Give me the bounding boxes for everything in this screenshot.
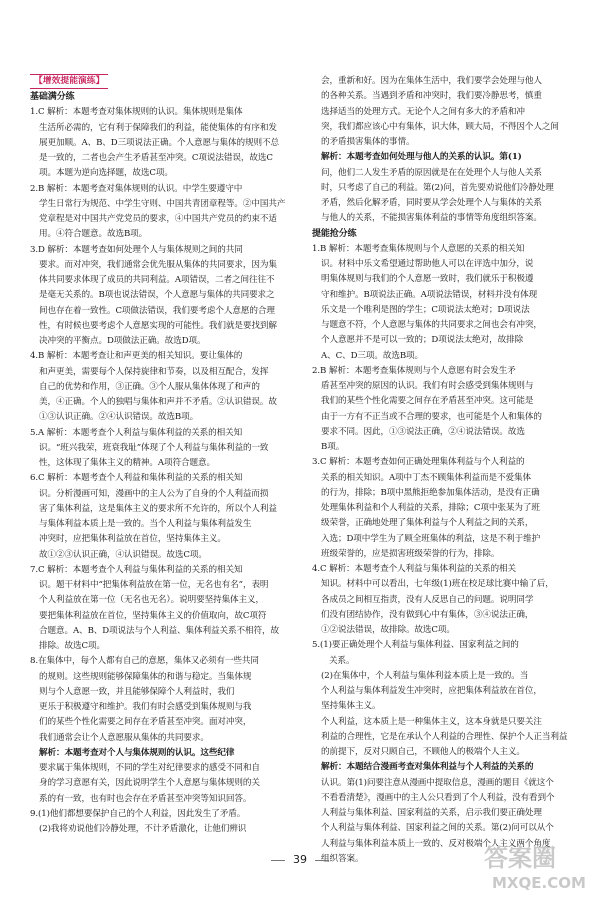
left-column-text-line: ①③认识正确。②④认识错误。故选B项。: [39, 412, 199, 423]
left-column-text-line: 是一致的，二者也会产生矛盾甚至冲突。C项说法错误，故选C: [39, 153, 273, 163]
left-column-text-line: 美，④正确。个人的独唱与集体和声并不矛盾。②认识错误。故: [39, 397, 277, 407]
right-column-text-line: 会，重新和好。因为在集体生活中，我们要学会处理与他人: [321, 76, 542, 86]
left-column-text-line: 性，有时候也要考虑个人意愿实现的可能性。我们就是要找到解: [39, 320, 277, 331]
right-column-text-line: 1.B 解析：本题考查集体规则与个人意愿的关系的相关知: [312, 243, 525, 254]
right-column-text-line: 的各种关系。当遇到矛盾和冲突时，我们要冷静思考，慎重: [321, 91, 542, 102]
left-column-text-line: 排除。故选C项。: [39, 641, 105, 651]
right-column-text-line: 时，只考虑了自己的利益。第(2)问，首先要劝说他们冷静处理: [321, 182, 554, 193]
right-column-text-line: 们没有团结协作，没有做到心中有集体，③④说法正确，: [321, 609, 534, 620]
right-column-text-line: 处理集体利益和个人利益的关系，排除；C项中张某为了班: [321, 503, 540, 513]
right-column-text-line: ①②说法错误，故排除。故选C项。: [321, 625, 455, 635]
right-column-text-line: 矛盾，然后化解矛盾，同时要从学会处理个人与集体的关系: [321, 198, 542, 208]
right-column-text-line: 选择适当的处理方式。无论个人之间有多大的矛盾和冲: [321, 106, 525, 117]
right-column-text-line: 2.B 解析：本题考查集体规则与个人意愿有时会发生矛: [312, 365, 516, 376]
left-column-text-line: 3.D 解析：本题考查如何处理个人与集体规则之间的共同: [30, 244, 243, 255]
watermark-main-text: 答案圈: [484, 844, 556, 872]
left-column-text-line: 要把集体利益放在首位，坚持集体主义的价值取向，故C项符: [39, 610, 267, 621]
right-column-text-line: 个人意愿并不是可以一致的；D项说法太绝对，故排除: [321, 335, 524, 346]
right-column-text-line: 与他人的关系，不能损害集体利益的事情等角度组织答案。: [321, 213, 542, 224]
exercise-banner: 【增效提能演练】: [30, 74, 108, 89]
right-column-text-line: 关系的相关知识。A项中丁杰不顾集体利益而是不爱集体: [321, 472, 531, 483]
left-column-text-line: 5.A 解析：本题考查个人利益与集体利益的关系的相关知: [30, 427, 243, 438]
right-column-text-line: 个人利益与集体利益、国家利益之间的关系。第(2)问可以从个: [321, 823, 554, 834]
right-column-text-line: 要求不同。因此，①③说法正确，②④说法错误。故选: [321, 426, 525, 437]
left-column-text-line: 8.在集体中，每个人都有自己的意愿，集体又必须有一些共同: [30, 656, 259, 667]
right-column: [312, 74, 580, 867]
right-column-text-line: 突，我们都应该心中有集体，识大体，顾大局，不得因个人之间: [321, 121, 559, 132]
right-column-text-line: 与题意不符，个人意愿与集体的共同要求之间也会有冲突，: [321, 320, 542, 330]
left-column-text-line: 性，这体现了集体主义的精神。A项符合题意。: [39, 458, 215, 468]
right-answer-lines: [312, 74, 580, 867]
left-column-text-line: 7.C 解析：本题考查个人利益与集体利益的关系的相关知: [30, 564, 243, 575]
left-column-text-line: 害了集体利益，这是集体主义的要求所不允许的，所以个人利益: [39, 503, 277, 514]
left-column-text-line: (2)我将劝说他们冷静处理，不计矛盾激化，让他们辨识: [39, 824, 247, 834]
left-column-text-line: 9.(1)他们都想要保护自己的个人利益，因此发生了矛盾。: [30, 808, 246, 819]
right-column-text-line: A、C、D三项。故选B项。: [321, 350, 424, 361]
page-number-text: 39: [293, 853, 307, 866]
right-column-text-line: 不看看清楚》，漫画中的主人公只看到了个人利益，没有看到个: [321, 792, 555, 803]
right-column-text-line: 问，他们二人发生矛盾的原因就是在在处理个人与他人关系: [321, 167, 542, 178]
left-column-text-line: 身的学习意愿有关，因此说明学生个人意愿与集体规则的关: [39, 778, 260, 789]
left-column-text-line: 用。④符合题意。故选B项。: [39, 229, 148, 240]
left-column-text-line: 的规则。这些规则能够保障集体的和谐与稳定。当集体规: [39, 671, 252, 682]
right-column-text-line: 知识。材料中可以看出，七年级(1)班在校足球比赛中输了后，: [321, 579, 554, 590]
watermark-logo: [478, 836, 588, 898]
right-column-text-line: 的行为，排除；B项中黑熊拒绝参加集体活动，是没有正确: [321, 487, 540, 498]
left-column-text-line: 要求属于集体规则，不同的学生对纪律要求的感受不同和自: [39, 763, 260, 773]
left-column-text-line: 2.B 解析：本题考查对集体规则的认识。中学生要遵守中: [30, 183, 243, 194]
section-title-basic: 基础满分练: [30, 92, 75, 102]
left-column-text-line: 体共同要求体现了成员的共同利益。A项错误，二者之间往往不: [39, 275, 275, 285]
left-column-text-line: 则与个人意愿一致，并且能够保障个人利益时，我们: [39, 686, 235, 697]
right-column-text-line: 各成员之间相互指责，没有人反思自己的问题。说明同学: [321, 594, 534, 605]
left-column-text-line: 6.C 解析：本题考查个人利益和集体利益的关系的相关知: [30, 473, 243, 484]
right-column-text-line: 4.C 解析：本题考查个人利益与集体利益的关系的相关: [312, 564, 516, 574]
right-column-text-line: 人利益与集体利益本质上一致的、反对极端个人主义两个角度: [321, 838, 551, 849]
right-column-text-line: 个人利益，这本质上是一种集体主义，这本身就是只要关注: [321, 716, 542, 727]
left-column-text-line: 自己的优势和作用，③正确。③个人服从集体体现了和声的: [39, 381, 260, 392]
left-column-text-line: 间也存在着一致性。C项做法错误，我们要考虑个人意愿的合理: [39, 305, 275, 316]
right-column-text-line: 利益的合理性，它是在承认个人利益的合理性、保护个人正当利益: [321, 731, 568, 742]
left-column-text-line: 1.C 解析：本题考查对集体规则的认识。集体规则是集体: [30, 107, 243, 118]
right-column-text-line: 盾甚至冲突的原因的认识。我们有时会感受到集体规则与: [321, 381, 534, 391]
right-column-text-line: (2)在集体中，个人利益与集体利益本质上是一致的。当: [321, 670, 529, 681]
page-number-right-rule: [315, 860, 329, 861]
left-column-text-line: 更乐于积极遵守和维护。我们有时会感受到集体规则与我: [39, 702, 252, 712]
left-column-text-line: 决冲突的平衡点。D项做法正确。故选D项。: [39, 336, 206, 346]
left-column-text-line: 们的某些个性化需要之间存在矛盾甚至冲突。面对冲突，: [39, 717, 252, 728]
right-column-text-line: 识。材料中乐文希望通过帮助他人可以在评选中加分，说: [321, 259, 534, 269]
left-column-text-line: 与集体利益本质上是一致的。当个人利益与集体利益发生: [39, 519, 252, 529]
left-column-text-line: 和声更美，需要每个人保持旋律和节奏，以及相互配合，发挥: [39, 366, 269, 377]
left-column-text-line: 要求。而对冲突，我们通常会优先服从集体的共同要求，因为集: [39, 259, 277, 270]
right-column-text-line: 入选；D项中学生为了顾全班集体的利益，这是不利于维护: [321, 533, 541, 544]
left-column-text-line: 党章程是对中国共产党党员的要求，④中国共产党员的约束不适: [39, 214, 277, 224]
right-column-text-line: 解析：本题结合漫画考查对集体利益与个人利益的关系的: [321, 762, 534, 773]
right-column-text-line: 认识。第(1)问要注意从漫画中提取信息，漫画的题目《就这个: [321, 777, 554, 788]
left-column-text-line: 识。题干材料中“把集体利益放在第一位，无名也有名”，表明: [39, 580, 269, 590]
right-column-text-line: 班级荣誉的，应是损害班级荣誉的行为，排除。: [321, 548, 500, 559]
right-column-text-line: 关系。: [329, 655, 355, 666]
left-column-text-line: 个人利益放在第一位（无名也无名）。说明要坚持集体主义，: [39, 595, 265, 606]
right-column-text-line: 级荣誉，正确地处理了集体利益与个人利益之间的关系，: [321, 518, 534, 529]
left-column-text-line: 故①②③认识正确，④认识错误。故选C项。: [39, 549, 207, 560]
left-column-text-line: 项。本题为逆向选择题，故选C项。: [39, 168, 173, 179]
right-column-text-line: B项。: [321, 442, 345, 452]
right-column-text-line: 组织答案。: [321, 853, 364, 864]
right-column-text-line: 守和维护。B项说法正确。A项说法错误，材料并没有体现: [321, 289, 538, 300]
left-column-text-line: 识。“班兴我荣，班衰我耻”体现了个人利益与集体利益的一致: [39, 442, 269, 453]
left-column-text-line: 识。分析漫画可知，漫画中的主人公为了自身的个人利益而损: [39, 488, 269, 499]
right-column-text-line: 明集体规则与我们的个人意愿一致时，我们就乐于积极遵: [321, 274, 534, 285]
left-column-text-line: 是毫无关系的。B项也说法错误，个人意愿与集体的共同要求之: [39, 290, 275, 301]
right-column-text-line: 提能抢分练: [312, 228, 357, 239]
right-column-text-line: 5.(1)要正确处理个人利益与集体利益、国家利益之间的: [312, 640, 519, 651]
left-column-text-line: 学生日常行为规范、中学生守则、中国共青团章程等。②中国共产: [39, 198, 286, 209]
left-column-text-line: 合题意。A、B、D项说法与个人利益、集体利益关系不相符，故: [39, 625, 279, 636]
right-column-text-line: 3.C 解析：本题考查如何正确处理集体利益与个人利益的: [312, 457, 525, 468]
left-column-text-line: 解析：本题考查对个人与集体规则的认识。这些纪律: [39, 747, 235, 758]
right-column-text-line: 坚持集体主义。: [321, 701, 381, 712]
left-answer-lines: [30, 105, 298, 837]
left-column-text-line: 我们通常会让个人意愿服从集体的共同要求。: [39, 732, 209, 743]
right-column-text-line: 我们的某些个性化需要之间存在矛盾甚至冲突。这可能是: [321, 396, 534, 407]
page-number-left-rule: [271, 860, 285, 861]
left-column-text-line: 系的有一致，也有时也会存在矛盾甚至冲突等知识回答。: [39, 793, 252, 804]
left-column: [30, 74, 298, 837]
right-column-text-line: 个人利益与集体利益发生冲突时，应把集体利益放在首位，: [321, 686, 542, 696]
right-column-text-line: 解析：本题考查如何处理与他人的关系的认识。第(1): [321, 152, 522, 163]
left-column-text-line: 展更加顺。A、B、D三项说法正确。个人意愿与集体的规则不总: [39, 137, 279, 148]
left-column-text-line: 4.B 解析：本题考查让和声更美的相关知识。要让集体的: [30, 351, 243, 362]
right-column-text-line: 的矛盾损害集体的事情。: [321, 137, 415, 147]
left-column-text-line: 冲突时，应把集体利益放在首位，坚持集体主义。: [39, 534, 226, 545]
watermark-sub-text: MXQE.COM: [492, 874, 586, 892]
right-column-text-line: 人利益与集体利益、国家利益的关系，启示我们要正确处理: [321, 808, 542, 818]
right-column-text-line: 由于一方有不正当或不合理的要求，也可能是个人和集体的: [321, 411, 542, 422]
right-column-text-line: 的前提下，反对只顾自己，不顾他人的极端个人主义。: [321, 747, 525, 757]
right-column-text-line: 乐文是一个唯利是图的学生；C项说法太绝对；D项说法: [321, 304, 530, 315]
left-column-text-line: 生活所必需的，它有利于保障我们的利益，能使集体的有序和发: [39, 122, 277, 133]
